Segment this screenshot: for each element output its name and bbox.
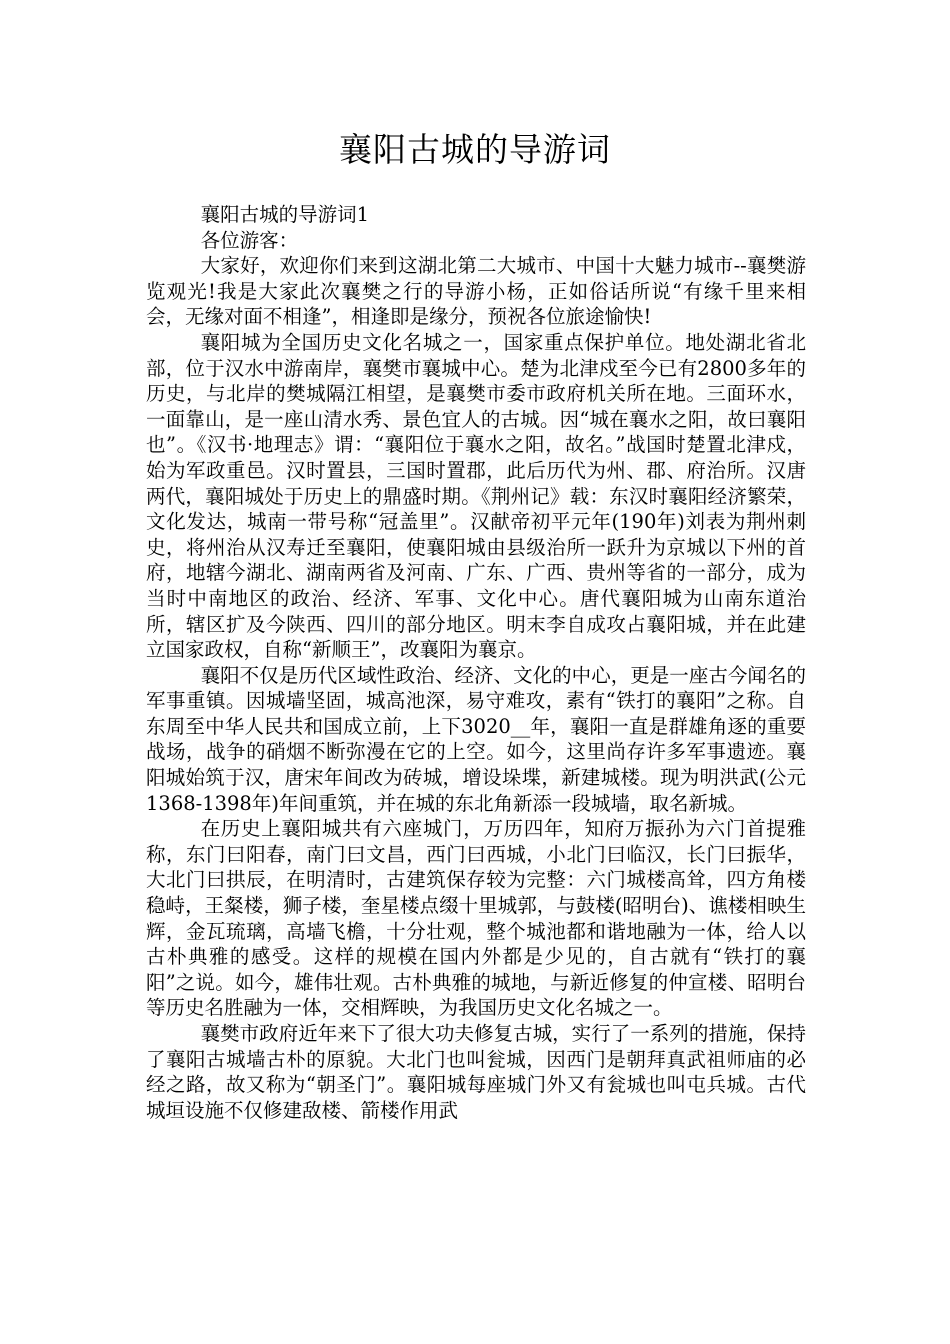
paragraph-2: 襄阳城为全国历史文化名城之一，国家重点保护单位。地处湖北省北部，位于汉水中游南岸，襄樊市襄城中心。楚为北津戍至今已有2800多年的历史，与北岸的樊城隔江相望，是襄樊市委市政府机关所在地。三面环水，一面靠山，是一座山清水秀、景色宜人的古城。因“城在襄水之阳，故曰襄阳也”。《汉书·地理志》谓：“襄阳位于襄水之阳，故名。”战国时楚置北津戍，始为军政重邑。汉时置县，三国时置郡，此后历代为州、郡、府治所。汉唐两代，襄阳城处于历史上的鼎盛时期。《荆州记》载：东汉时襄阳经济繁荣，文化发达，城南一带号称“冠盖里”。汉献帝初平元年(190年)刘表为荆州刺史，将州治从汉寿迁至襄阳，使襄阳城由县级治所一跃升为京城以下州的首府，地辖今湖北、湖南两省及河南、广东、广西、贵州等省的一部分，成为当时中南地区的政治、经济、军事、文化中心。唐代襄阳城为山南东道治所，辖区扩及今陕西、四川的部分地区。明末李自成攻占襄阳城，并在此建立国家政权，自称“新顺王”，改襄阳为襄京。 <box>146 330 806 662</box>
page-title: 襄阳古城的导游词 <box>339 130 611 169</box>
paragraph-3: 襄阳不仅是历代区域性政治、经济、文化的中心，更是一座古今闻名的军事重镇。因城墙坚固，城高池深，易守难攻，素有“铁打的襄阳”之称。自东周至中华人民共和国成立前，上下3020__年，襄阳一直是群雄角逐的重要战场，战争的硝烟不断弥漫在它的上空。如今，这里尚存许多军事遗迹。襄阳城始筑于汉，唐宋年间改为砖城，增设垛堞，新建城楼。现为明洪武(公元1368-1398年)年间重筑，并在城的东北角新添一段城墙，取名新城。 <box>146 663 806 815</box>
section-heading: 襄阳古城的导游词1 <box>200 203 370 226</box>
document-body <box>146 202 806 1123</box>
paragraph-1: 大家好，欢迎你们来到这湖北第二大城市、中国十大魅力城市--襄樊游览观光!我是大家此次襄樊之行的导游小杨，正如俗话所说“有缘千里来相会，无缘对面不相逢”，相逢即是缘分，预祝各位旅途愉快! <box>146 254 806 329</box>
paragraph-4: 在历史上襄阳城共有六座城门，万历四年，知府万振孙为六门首提雅称，东门曰阳春，南门曰文昌，西门曰西城，小北门曰临汉，长门曰振华，大北门曰拱辰，在明清时，古建筑保存较为完整：六门城楼高耸，四方角楼稳峙，王粲楼，狮子楼，奎星楼点缀十里城郭，与鼓楼(昭明台)、谯楼相映生辉，金瓦琉璃，高墙飞檐，十分壮观，整个城池都和谐地融为一体，给人以古朴典雅的感受。这样的规模在国内外都是少见的，自古就有“铁打的襄阳”之说。如今，雄伟壮观。古朴典雅的城地，与新近修复的仲宣楼、昭明台等历史名胜融为一体，交相辉映，为我国历史文化名城之一。 <box>146 817 806 1020</box>
greeting: 各位游客： <box>200 228 299 252</box>
paragraph-5: 襄樊市政府近年来下了很大功夫修复古城，实行了一系列的措施，保持了襄阳古城墙古朴的原貌。大北门也叫瓮城，因西门是朝拜真武祖师庙的必经之路，故又称为“朝圣门”。襄阳城每座城门外又有瓮城也叫屯兵城。古代城垣设施不仅修建敌楼、箭楼作用武 <box>146 1022 806 1122</box>
